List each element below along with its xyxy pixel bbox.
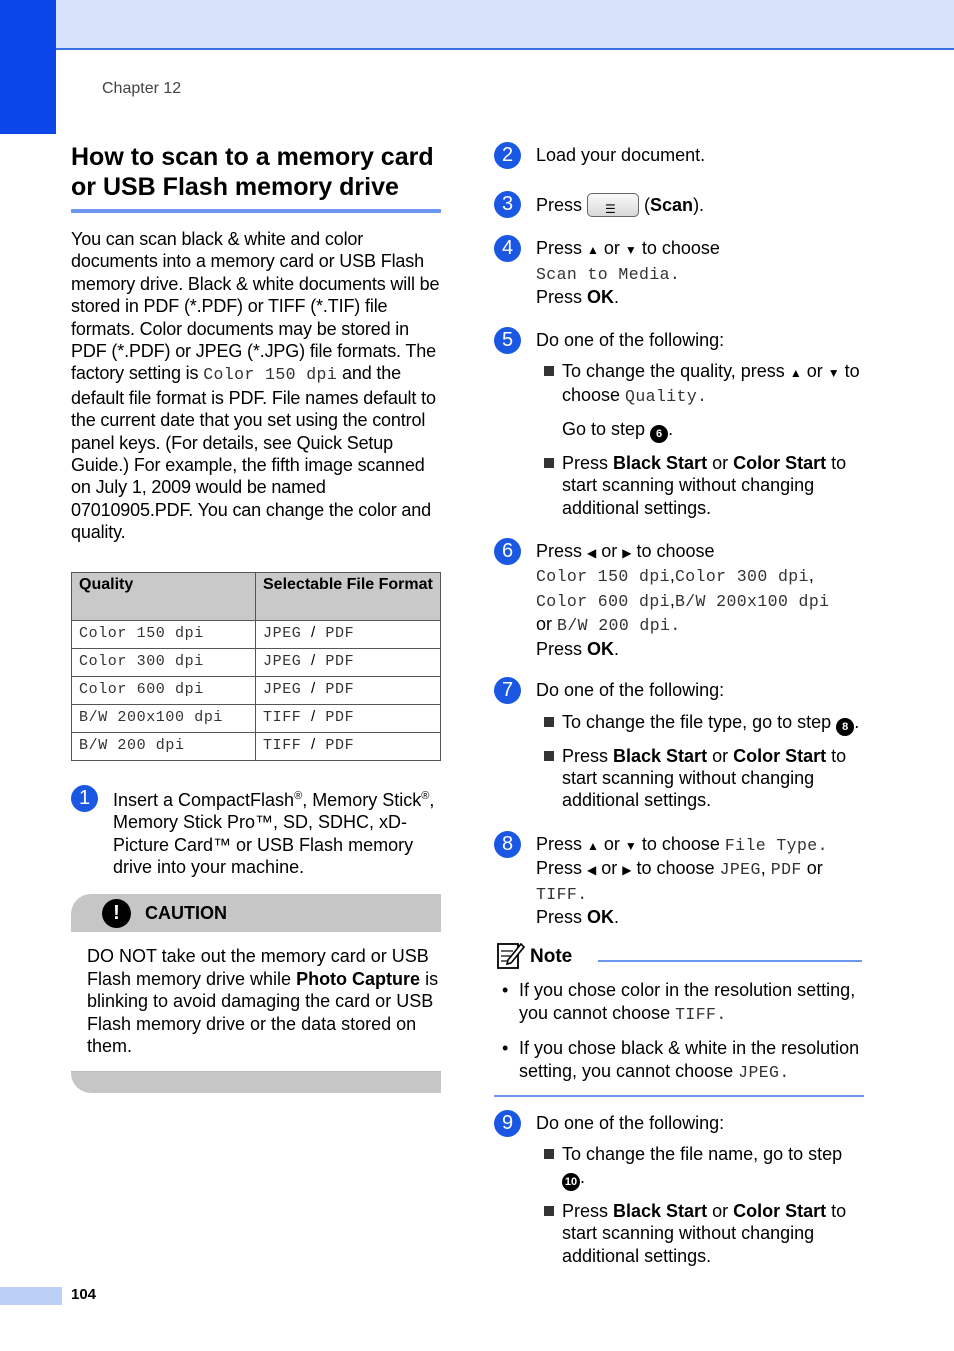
note-pencil-icon bbox=[496, 940, 526, 970]
up-arrow-icon: ▲ bbox=[587, 838, 599, 853]
table-row bbox=[72, 732, 441, 760]
right-arrow-icon: ▶ bbox=[622, 546, 632, 561]
step-7-text: Do one of the following: bbox=[536, 680, 725, 701]
cell-format: JPEG / PDF bbox=[256, 676, 441, 704]
quality-table bbox=[71, 572, 441, 761]
list-item: Press Black Start or Color Start to start scanning without changing additional settings. bbox=[536, 1200, 864, 1267]
step-number-badge: 6 bbox=[494, 538, 521, 565]
step-2 bbox=[494, 142, 864, 166]
cell-format: TIFF / PDF bbox=[256, 704, 441, 732]
left-column bbox=[71, 142, 441, 1093]
cell-format: JPEG / PDF bbox=[256, 648, 441, 676]
step-ref-icon: 6 bbox=[650, 425, 668, 443]
step-4 bbox=[494, 235, 864, 308]
header-quality: Quality bbox=[72, 572, 256, 620]
list-item: To change the quality, press ▲ or ▼ to choose Quality. bbox=[536, 360, 864, 409]
intro-paragraph: You can scan black & white and color documents into a memory card or USB Flash memory drive. Black & white documents will be stored in PDF (*.PDF) or TIFF (*.TIF) file formats. Color documents may be stored in PDF (*.PDF) or JPEG (*.JPG) file formats. The factory setting is Color 150 dpi and the default file format is PDF. File names default to the current date that you set using the control panel keys. (For details, see Quick Setup Guide.) For example, the fifth image scanned on July 1, 2009 would be named 07010905.PDF. You can change the color and quality. bbox=[71, 229, 440, 543]
step-number-badge: 7 bbox=[494, 677, 521, 704]
down-arrow-icon: ▼ bbox=[624, 243, 637, 258]
page-number-band bbox=[0, 1287, 62, 1305]
note-label: Note bbox=[530, 946, 573, 968]
step-1-text: Insert a CompactFlash®, Memory Stick®, Memory Stick Pro™, SD, SDHC, xD-Picture Card™ or USB Flash memory drive into your machine. bbox=[113, 789, 435, 877]
list-item: Press Black Start or Color Start to start scanning without changing additional settings. bbox=[536, 452, 864, 519]
table-row bbox=[72, 676, 441, 704]
step-ref-icon: 8 bbox=[836, 718, 854, 736]
cell-format: JPEG / PDF bbox=[256, 620, 441, 648]
step-5-text: Do one of the following: bbox=[536, 329, 725, 350]
table-row bbox=[72, 648, 441, 676]
step-number-badge: 5 bbox=[494, 327, 521, 354]
table-row bbox=[72, 704, 441, 732]
step-8 bbox=[494, 831, 864, 929]
list-item: • If you chose color in the resolution setting, you cannot choose TIFF. bbox=[494, 979, 864, 1026]
cell-quality: B/W 200x100 dpi bbox=[72, 704, 256, 732]
step-8-text: Press ▲ or ▼ to choose File Type. Press ◀ or ▶ to choose JPEG, PDF or TIFF. Press OK. bbox=[536, 833, 828, 927]
step-number-badge: 8 bbox=[494, 831, 521, 858]
step-ref-icon: 10 bbox=[562, 1173, 580, 1191]
up-arrow-icon: ▲ bbox=[587, 243, 599, 258]
note-box bbox=[494, 940, 864, 1097]
note-rule bbox=[598, 960, 862, 962]
up-arrow-icon: ▲ bbox=[789, 366, 802, 381]
step-3 bbox=[494, 191, 864, 217]
header-format: Selectable File Format bbox=[256, 572, 441, 620]
step-number-badge: 1 bbox=[71, 785, 98, 812]
step-number-badge: 3 bbox=[494, 191, 521, 218]
caution-label: CAUTION bbox=[145, 903, 227, 924]
header-band bbox=[0, 0, 954, 50]
step-number-badge: 9 bbox=[494, 1110, 521, 1137]
cell-quality: Color 600 dpi bbox=[72, 676, 256, 704]
left-arrow-icon: ◀ bbox=[587, 863, 597, 878]
right-arrow-icon: ▶ bbox=[622, 863, 632, 878]
caution-footer bbox=[71, 1071, 441, 1093]
list-item: • If you chose black & white in the resolution setting, you cannot choose JPEG. bbox=[494, 1037, 864, 1084]
cell-quality: Color 300 dpi bbox=[72, 648, 256, 676]
scan-key-icon: ☰ bbox=[587, 193, 639, 217]
table-header-row bbox=[72, 572, 441, 620]
list-item: Press Black Start or Color Start to start scanning without changing additional settings. bbox=[536, 745, 864, 812]
goto-step: Go to step 6 . bbox=[536, 418, 864, 443]
cell-quality: Color 150 dpi bbox=[72, 620, 256, 648]
step-number-badge: 2 bbox=[494, 142, 521, 169]
note-header bbox=[494, 940, 864, 972]
caution-text: DO NOT take out the memory card or USB Flash memory drive while Photo Capture is blinking to avoid damaging the card or USB Flash memory drive or the data stored on them. bbox=[87, 946, 439, 1056]
title-rule bbox=[71, 209, 441, 213]
caution-header bbox=[71, 894, 441, 932]
step-number-badge: 4 bbox=[494, 235, 521, 262]
chapter-label: Chapter 12 bbox=[102, 80, 182, 97]
down-arrow-icon: ▼ bbox=[624, 838, 637, 853]
left-arrow-icon: ◀ bbox=[587, 546, 597, 561]
section-title: How to scan to a memory card or USB Flash memory drive bbox=[71, 143, 434, 201]
page-number: 104 bbox=[71, 1286, 97, 1303]
step-9 bbox=[494, 1110, 864, 1267]
cell-quality: B/W 200 dpi bbox=[72, 732, 256, 760]
list-item: To change the file name, go to step 10 . bbox=[536, 1143, 864, 1190]
note-bottom-rule bbox=[494, 1095, 864, 1097]
step-1 bbox=[71, 785, 441, 879]
down-arrow-icon: ▼ bbox=[827, 366, 840, 381]
caution-icon: ! bbox=[102, 899, 131, 928]
step-3-text: Press ☰ (Scan). bbox=[536, 195, 705, 217]
step-2-text: Load your document. bbox=[536, 145, 706, 165]
list-item: To change the file type, go to step 8 . bbox=[536, 711, 864, 736]
step-7 bbox=[494, 677, 864, 812]
step-6-text: Press ◀ or ▶ to choose Color 150 dpi,Color 300 dpi, Color 600 dpi,B/W 200x100 dpi or B/W 200 dpi. Press OK. bbox=[536, 541, 830, 659]
step-5 bbox=[494, 327, 864, 519]
right-column bbox=[494, 142, 864, 1267]
step-6 bbox=[494, 538, 864, 660]
table-row bbox=[72, 620, 441, 648]
step-9-text: Do one of the following: bbox=[536, 1112, 725, 1133]
chapter-tab bbox=[0, 0, 56, 134]
step-4-text: Press ▲ or ▼ to choose Scan to Media. Press OK. bbox=[536, 238, 720, 308]
cell-format: TIFF / PDF bbox=[256, 732, 441, 760]
